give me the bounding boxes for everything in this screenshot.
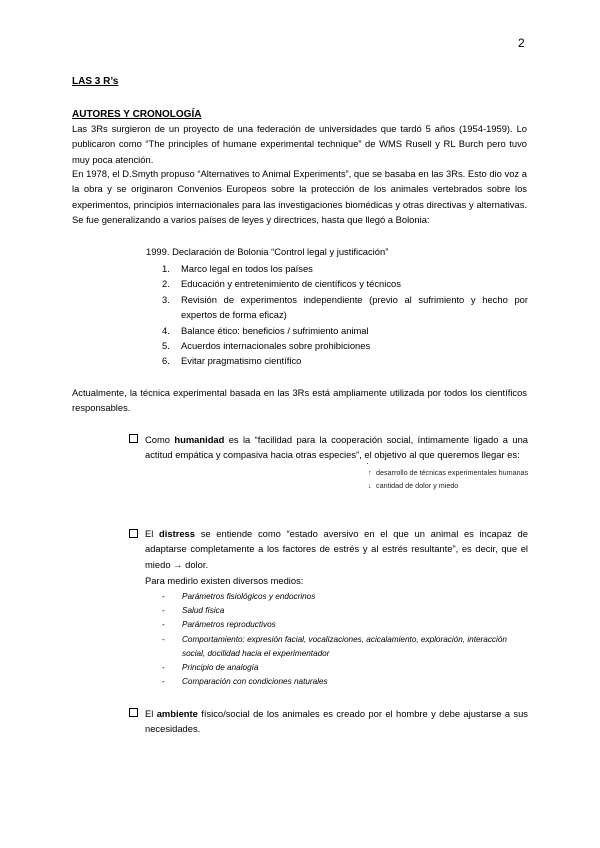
humanidad-text: Como humanidad es la “facilidad para la cooperación social, íntimamente ligado a una actitud empática y compasiva hacia otras especies”, el objetivo al que queremos llegar es: <box>145 434 528 461</box>
dot-marker <box>367 463 368 464</box>
arrow-up-icon: ↑ <box>368 470 372 477</box>
paragraph-current-use: Actualmente, la técnica experimental basada en las 3Rs está ampliamente utilizada por todos los científicos responsables. <box>72 387 527 414</box>
distress-text: El distress se entiende como “estado aversivo en el que un animal es incapaz de adaptarse completamente a los factores de estrés y al estrés resultante”, es decir, que el miedo → dolor. <box>145 528 528 570</box>
paragraph-smyth: En 1978, el D.Smyth propuso “Alternatives to Animal Experiments”, que se basaba en las 3Rs. Esto dio voz a la obra y se originaron Convenios Europeos sobre la protección de los animales vertebrados sobre los experimentos, principios internacionales para las investigaciones biomédicas y otras directivas y alternativas. Se fue generalizando a varios países de leyes y directrices, hasta que llegó a Bolonia: <box>72 168 527 226</box>
list-item: - Comportamiento: expresión facial, vocalizaciones, acicalamiento, exploración, interacción social, docilidad hacia el experimentador <box>160 633 520 661</box>
list-item: 5. Acuerdos internacionales sobre prohibiciones <box>162 340 371 352</box>
arrow-down-icon: ↓ <box>368 483 372 490</box>
list-item: 1. Marco legal en todos los países <box>162 263 313 274</box>
list-item: 4. Balance ético: beneficios / sufrimiento animal <box>162 324 369 336</box>
declaration-list <box>160 261 528 369</box>
goal-increase: ↑ desarrollo de técnicas experimentales humanas <box>368 467 528 480</box>
distress-checkbox[interactable] <box>129 529 138 538</box>
ambiente-text: El ambiente físico/social de los animales es creado por el hombre y debe ajustarse a sus necesidades. <box>145 708 528 735</box>
declaration-bolonia: 1999. Declaración de Bolonia “Control legal y justificación” <box>146 246 389 257</box>
goal-decrease: ↓ cantidad de dolor y miedo <box>368 480 528 493</box>
list-item: 3. Revisión de experimentos independiente (previo al sufrimiento y hecho por expertos de forma eficaz) <box>162 293 528 321</box>
page-number: 2 <box>518 36 525 50</box>
list-item: 2. Educación y entretenimiento de científicos y técnicos <box>162 278 401 290</box>
ambiente-checkbox[interactable] <box>129 708 138 717</box>
page-title: LAS 3 R’s <box>72 76 119 87</box>
list-item: - Comparación con condiciones naturales <box>160 675 520 689</box>
list-item: - Salud física <box>160 604 520 618</box>
list-item: - Parámetros fisiológicos y endocrinos <box>160 590 520 604</box>
goals-list <box>368 467 528 493</box>
methods-list <box>160 590 520 689</box>
paragraph-origin: Las 3Rs surgieron de un proyecto de una federación de universidades que tardó 5 años (1954-1959). Lo publicaron como “The principles of humane experimental technique” de WMS Rusell y RL Burch pero tuvo muy poca atención. <box>72 123 527 165</box>
humanidad-checkbox[interactable] <box>129 434 138 443</box>
list-item: - Principio de analogía <box>160 661 520 675</box>
methods-title: Para medirlo existen diversos medios: <box>145 575 304 586</box>
list-item: 6. Evitar pragmatismo científico <box>162 355 302 367</box>
section-heading: AUTORES Y CRONOLOGÍA <box>72 109 202 120</box>
list-item: - Parámetros reproductivos <box>160 618 520 632</box>
